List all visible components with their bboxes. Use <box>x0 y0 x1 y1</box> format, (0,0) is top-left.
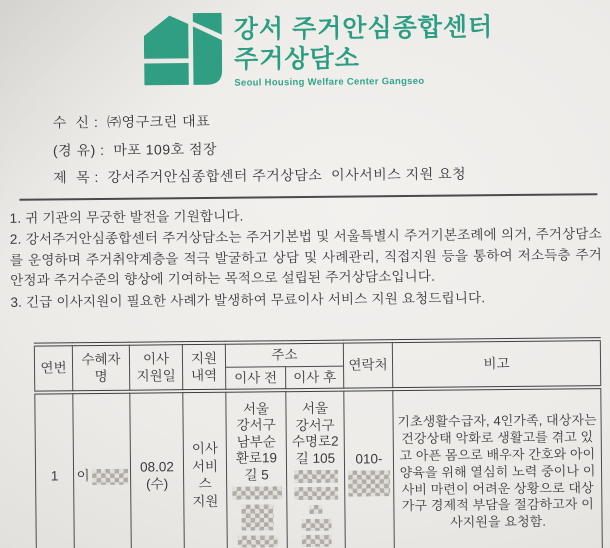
redacted-address-before-blur-3 <box>237 536 277 548</box>
via-line: (경 유) : 마포 109호 점장 <box>52 140 218 158</box>
recipient-block <box>53 104 610 192</box>
org-name-line1: 강서 주거안심종합센터 <box>233 13 494 44</box>
redacted-phone-blur <box>348 470 390 496</box>
subject-line: 제 목 : 강서주거안심종합센터 주거상담소 이사서비스 지원 요청 <box>53 165 467 186</box>
col-header-address: 주소 <box>225 342 343 367</box>
col-header-date: 이사 지원일 <box>129 343 182 392</box>
col-header-addr-before: 이사 전 <box>226 366 286 391</box>
col-header-addr-after: 이사 후 <box>286 366 344 391</box>
cell-address-before: 서울 강서구 남부순 환로19 길 5 <box>226 390 288 548</box>
paragraph-3: 3. 긴급 이사지원이 필요한 사례가 발생하여 무료이사 서비스 지원 요청드립니다. <box>10 289 486 310</box>
table-row <box>35 387 603 548</box>
redacted-address-after-blur-5 <box>301 535 331 547</box>
letterhead <box>144 9 609 91</box>
redacted-address-after-blur-2 <box>294 487 338 500</box>
document-page <box>0 9 610 548</box>
cell-address-after: 서울 강서구 수명로2 길 105 <box>286 390 346 548</box>
housing-center-logo-icon <box>144 13 223 92</box>
redacted-address-after-blur-1 <box>294 470 338 483</box>
redacted-address-before-blur-2 <box>241 505 273 531</box>
paragraph-2: 2. 강서주거안심종합센터 주거상담소는 주거기본법 및 서울특별시 주거기본조례에 의거, 주거상담소를 운영하며 주거취약계층을 적극 발굴하고 상담 및 사례관리, 직접지원 등을 통하여 저소득층 주거안정과 주거수준의 향상에 기여하는 목적으로 설립된 주거상담소입니다. <box>9 226 603 288</box>
subject-divider <box>19 193 597 201</box>
cell-note: 기초생활수급자, 4인가족, 대상자는 건강상태 악화로 생활고를 겪고 있고 아픈 몸으로 배우자 간호와 아이 양육을 위해 열심히 노력 중이나 이사비 마련이 어려운 상황으로 대상가구 경제적 부담을 절감하고자 이사지원을 요청함. <box>393 387 603 548</box>
cell-no: 1 <box>35 392 75 548</box>
col-header-no: 연번 <box>34 344 72 392</box>
redacted-address-before-blur-1 <box>232 487 282 500</box>
to-line: 수 신 : ㈜영구크린 대표 <box>52 112 211 131</box>
col-header-name: 수혜자명 <box>72 344 129 393</box>
letter-body <box>10 203 603 313</box>
support-request-table <box>34 337 603 548</box>
cell-move-date: 08.02 (수) <box>130 391 185 548</box>
org-name-line2: 주거상담소 <box>233 44 360 74</box>
cell-support-type: 이사 서비 스 지원 <box>183 391 228 548</box>
paragraph-1: 1. 귀 기관의 무궁한 발전을 기원합니다. <box>9 208 244 226</box>
col-header-note: 비고 <box>392 339 600 389</box>
col-header-contact: 연락처 <box>343 341 392 390</box>
org-name-english: Seoul Housing Welfare Center Gangseo <box>234 75 425 89</box>
table-header <box>34 339 600 393</box>
redacted-address-after-blur-4 <box>301 519 331 531</box>
col-header-support: 지원 내역 <box>182 343 225 392</box>
redacted-address-after-blur-3 <box>309 505 322 514</box>
redacted-name-blur <box>92 468 128 484</box>
cell-contact: 010- <box>344 389 395 548</box>
cell-beneficiary-name: 이 <box>73 392 132 548</box>
org-title-block <box>234 10 494 88</box>
